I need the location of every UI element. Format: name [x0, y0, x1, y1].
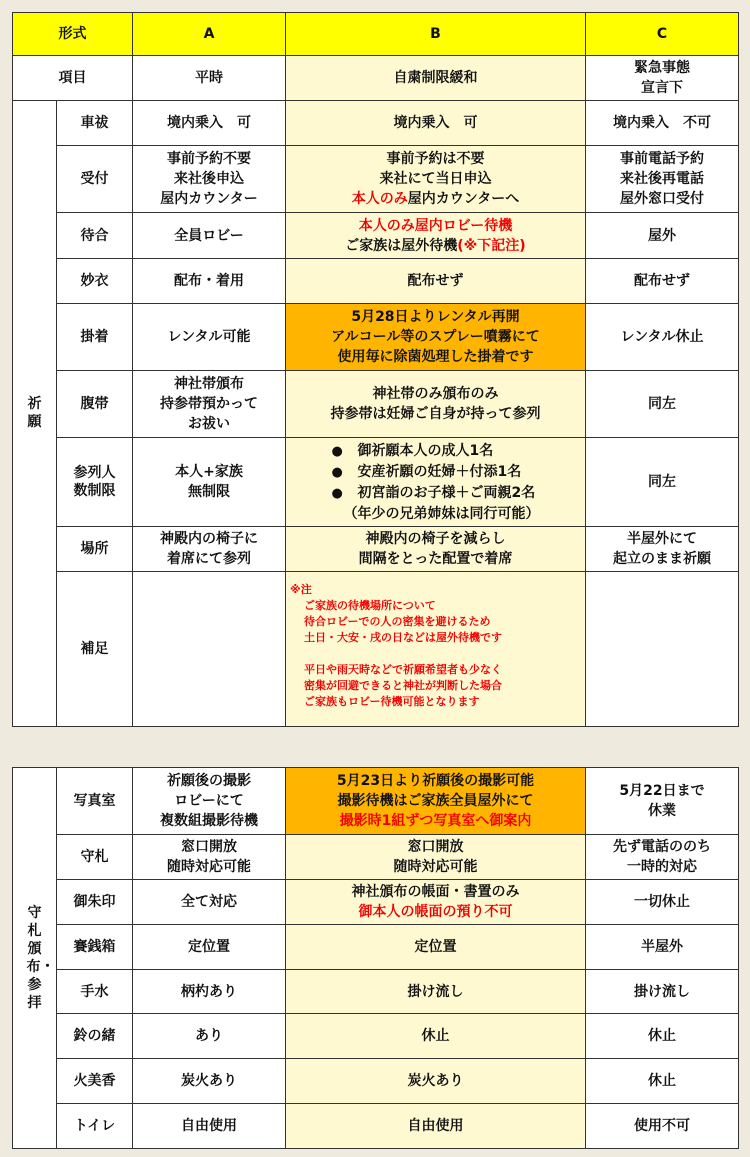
group-label-mamorifuda: 守札頒布・参拝	[13, 768, 57, 1149]
header-c: C	[586, 13, 739, 56]
row-goshuin	[13, 880, 739, 925]
row-label: 賽銭箱	[57, 925, 133, 970]
cell-c	[586, 572, 739, 727]
row-myoe	[13, 259, 739, 304]
row-label: トイレ	[57, 1104, 133, 1149]
cell-b: 本人のみ屋内ロビー待機 ご家族は屋外待機(※下記注)	[286, 213, 586, 259]
row-toilet	[13, 1104, 739, 1149]
cell-b: 5月23日より祈願後の撮影可能 撮影待機はご家族全員屋外にて 撮影時1組ずつ写真室へ御案内	[286, 768, 586, 835]
cell-c: 半屋外にて 起立のまま祈願	[586, 527, 739, 572]
koumoku-c: 緊急事態 宣言下	[586, 56, 739, 101]
bullet-icon: ●	[331, 443, 343, 459]
cell-c: 先ず電話ののち 一時的対応	[586, 835, 739, 880]
cell-b: 炭火あり	[286, 1059, 586, 1104]
cell-a: 炭火あり	[133, 1059, 286, 1104]
cell-c: レンタル休止	[586, 304, 739, 371]
group-label-kigan: 祈願	[13, 101, 57, 727]
cell-a: 神社帯頒布 持参帯預かって お祓い	[133, 371, 286, 438]
row-label: 火美香	[57, 1059, 133, 1104]
row-sanretsu	[13, 438, 739, 527]
row-shashin	[13, 768, 739, 835]
row-label: 受付	[57, 146, 133, 213]
row-suzunoo	[13, 1014, 739, 1059]
cell-a: 配布・着用	[133, 259, 286, 304]
row-label: 車祓	[57, 101, 133, 146]
cell-a: 全員ロビー	[133, 213, 286, 259]
cell-b: 自由使用	[286, 1104, 586, 1149]
cell-c: 半屋外	[586, 925, 739, 970]
header-b: B	[286, 13, 586, 56]
row-hibika	[13, 1059, 739, 1104]
row-label: 御朱印	[57, 880, 133, 925]
cell-b: 境内乗入 可	[286, 101, 586, 146]
cell-a: 全て対応	[133, 880, 286, 925]
row-label: 掛着	[57, 304, 133, 371]
row-mamorifuda	[13, 835, 739, 880]
cell-b: 配布せず	[286, 259, 586, 304]
cell-c: 休止	[586, 1059, 739, 1104]
cell-a: 本人+家族 無制限	[133, 438, 286, 527]
row-kuruma	[13, 101, 739, 146]
cell-a: 定位置	[133, 925, 286, 970]
koumoku-a: 平時	[133, 56, 286, 101]
cell-c: 休止	[586, 1014, 739, 1059]
header-row	[13, 13, 739, 56]
header-a: A	[133, 13, 286, 56]
row-hosoku	[13, 572, 739, 727]
row-label: 妙衣	[57, 259, 133, 304]
cell-b: 神殿内の椅子を減らし 間隔をとった配置で着席	[286, 527, 586, 572]
koumoku-row	[13, 56, 739, 101]
cell-a: 境内乗入 可	[133, 101, 286, 146]
cell-a: あり	[133, 1014, 286, 1059]
cell-c: 配布せず	[586, 259, 739, 304]
header-format: 形式	[13, 13, 133, 56]
cell-c: 境内乗入 不可	[586, 101, 739, 146]
supplement-note: ※注 ご家族の待機場所について 待合ロビーでの人の密集を避けるため 土日・大安・戌の日などは屋外待機です 平日や雨天時などで祈願希望者も少なく 密集が回避できると神社が判断した場合 ご家族もロビー待機可能となります	[286, 572, 586, 727]
cell-b	[286, 438, 586, 527]
cell-b: 5月28日よりレンタル再開 アルコール等のスプレー噴霧にて 使用毎に除菌処理した掛着です	[286, 304, 586, 371]
row-uketsuke	[13, 146, 739, 213]
cell-a: 自由使用	[133, 1104, 286, 1149]
cell-b: 休止	[286, 1014, 586, 1059]
cell-a: 柄杓あり	[133, 970, 286, 1014]
cell-a: レンタル可能	[133, 304, 286, 371]
cell-a	[133, 572, 286, 727]
cell-b: 窓口開放 随時対応可能	[286, 835, 586, 880]
prayer-table	[12, 12, 739, 727]
cell-c: 事前電話予約 来社後再電話 屋外窓口受付	[586, 146, 739, 213]
koumoku-b: 自粛制限緩和	[286, 56, 586, 101]
row-label: 手水	[57, 970, 133, 1014]
cell-b: 神社頒布の帳面・書置のみ 御本人の帳面の預り不可	[286, 880, 586, 925]
amulet-table	[12, 767, 739, 1149]
cell-a: 祈願後の撮影 ロビーにて 複数組撮影待機	[133, 768, 286, 835]
cell-c: 掛け流し	[586, 970, 739, 1014]
row-label: 腹帯	[57, 371, 133, 438]
bullet-list: ● 御祈願本人の成人1名 ● 安産祈願の妊婦＋付添1名 ● 初宮詣のお子様＋ご両親2名 （年少の兄弟姉妹は同行可能）	[331, 442, 540, 522]
cell-a: 神殿内の椅子に 着席にて参列	[133, 527, 286, 572]
koumoku-label: 項目	[13, 56, 133, 101]
cell-a: 窓口開放 随時対応可能	[133, 835, 286, 880]
row-saisen	[13, 925, 739, 970]
row-haraobi	[13, 371, 739, 438]
cell-c: 同左	[586, 438, 739, 527]
cell-c: 同左	[586, 371, 739, 438]
row-label: 鈴の緒	[57, 1014, 133, 1059]
row-label: 写真室	[57, 768, 133, 835]
bullet-icon: ●	[331, 464, 343, 480]
cell-b: 神社帯のみ頒布のみ 持参帯は妊婦ご自身が持って参列	[286, 371, 586, 438]
cell-b: 掛け流し	[286, 970, 586, 1014]
row-kakegi	[13, 304, 739, 371]
cell-c: 5月22日まで 休業	[586, 768, 739, 835]
row-temizu	[13, 970, 739, 1014]
row-label: 補足	[57, 572, 133, 727]
row-machiai	[13, 213, 739, 259]
cell-c: 一切休止	[586, 880, 739, 925]
row-label: 参列人数制限	[57, 438, 133, 527]
row-basho	[13, 527, 739, 572]
cell-c: 屋外	[586, 213, 739, 259]
bullet-icon: ●	[331, 485, 343, 501]
row-label: 守札	[57, 835, 133, 880]
cell-b: 定位置	[286, 925, 586, 970]
cell-c: 使用不可	[586, 1104, 739, 1149]
row-label: 場所	[57, 527, 133, 572]
cell-b: 事前予約は不要 来社にて当日申込 本人のみ屋内カウンターへ	[286, 146, 586, 213]
row-label: 待合	[57, 213, 133, 259]
cell-a: 事前予約不要 来社後申込 屋内カウンター	[133, 146, 286, 213]
